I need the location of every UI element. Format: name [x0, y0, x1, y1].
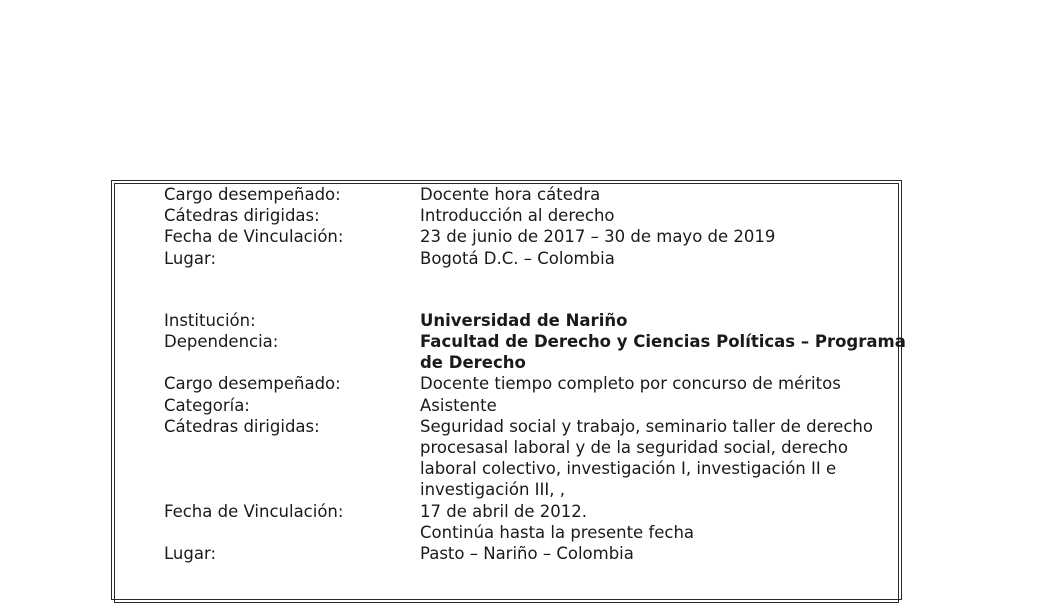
row-categoria — [164, 395, 894, 416]
fecha-value-line: 17 de abril de 2012. — [420, 501, 587, 521]
row-lugar-1 — [164, 248, 894, 269]
dependencia-value-line: Facultad de Derecho y Ciencias Políticas – Programa — [420, 332, 906, 352]
catedras-value-line: laboral colectivo, investigación I, investigación II e — [420, 459, 837, 479]
lugar-value: Bogotá D.C. – Colombia — [420, 248, 615, 268]
row-cargo-1 — [164, 184, 894, 205]
catedras-label: Cátedras dirigidas: — [164, 206, 320, 226]
fecha-value: 23 de junio de 2017 – 30 de mayo de 2019 — [420, 227, 776, 247]
document-content — [164, 184, 906, 564]
catedras-label: Cátedras dirigidas: — [164, 416, 320, 436]
cargo-label: Cargo desempeñado: — [164, 374, 341, 394]
row-lugar-2 — [164, 543, 894, 564]
categoria-label: Categoría: — [164, 395, 250, 415]
cargo-label: Cargo desempeñado: — [164, 185, 341, 204]
fecha-label: Fecha de Vinculación: — [164, 227, 344, 247]
row-dependencia — [164, 331, 906, 373]
row-fecha-2 — [164, 501, 894, 543]
institucion-label: Institución: — [164, 310, 256, 330]
row-catedras-2 — [164, 416, 894, 501]
fecha-label: Fecha de Vinculación: — [164, 501, 344, 521]
dependencia-value — [420, 331, 906, 373]
lugar-label: Lugar: — [164, 248, 216, 268]
row-cargo-2 — [164, 373, 894, 394]
row-fecha-1 — [164, 226, 894, 247]
cargo-value: Docente hora cátedra — [420, 185, 601, 204]
lugar-label: Lugar: — [164, 544, 216, 564]
catedras-value-line: Seguridad social y trabajo, seminario taller de derecho — [420, 416, 873, 436]
catedras-value: Introducción al derecho — [420, 206, 615, 226]
row-institucion — [164, 310, 894, 331]
fecha-value — [420, 501, 890, 543]
section-gap — [164, 269, 894, 310]
dependencia-label: Dependencia: — [164, 332, 279, 352]
dependencia-value-line: de Derecho — [420, 353, 526, 373]
catedras-value — [420, 416, 890, 501]
fecha-value-line: Continúa hasta la presente fecha — [420, 522, 695, 542]
lugar-value: Pasto – Nariño – Colombia — [420, 544, 634, 564]
categoria-value: Asistente — [420, 395, 497, 415]
catedras-value-line: procesasal laboral y de la seguridad social, derecho — [420, 438, 848, 458]
catedras-value-line: investigación III, , — [420, 480, 565, 500]
row-catedras-1 — [164, 205, 894, 226]
institucion-value: Universidad de Nariño — [420, 310, 628, 330]
cargo-value: Docente tiempo completo por concurso de méritos — [420, 374, 841, 394]
